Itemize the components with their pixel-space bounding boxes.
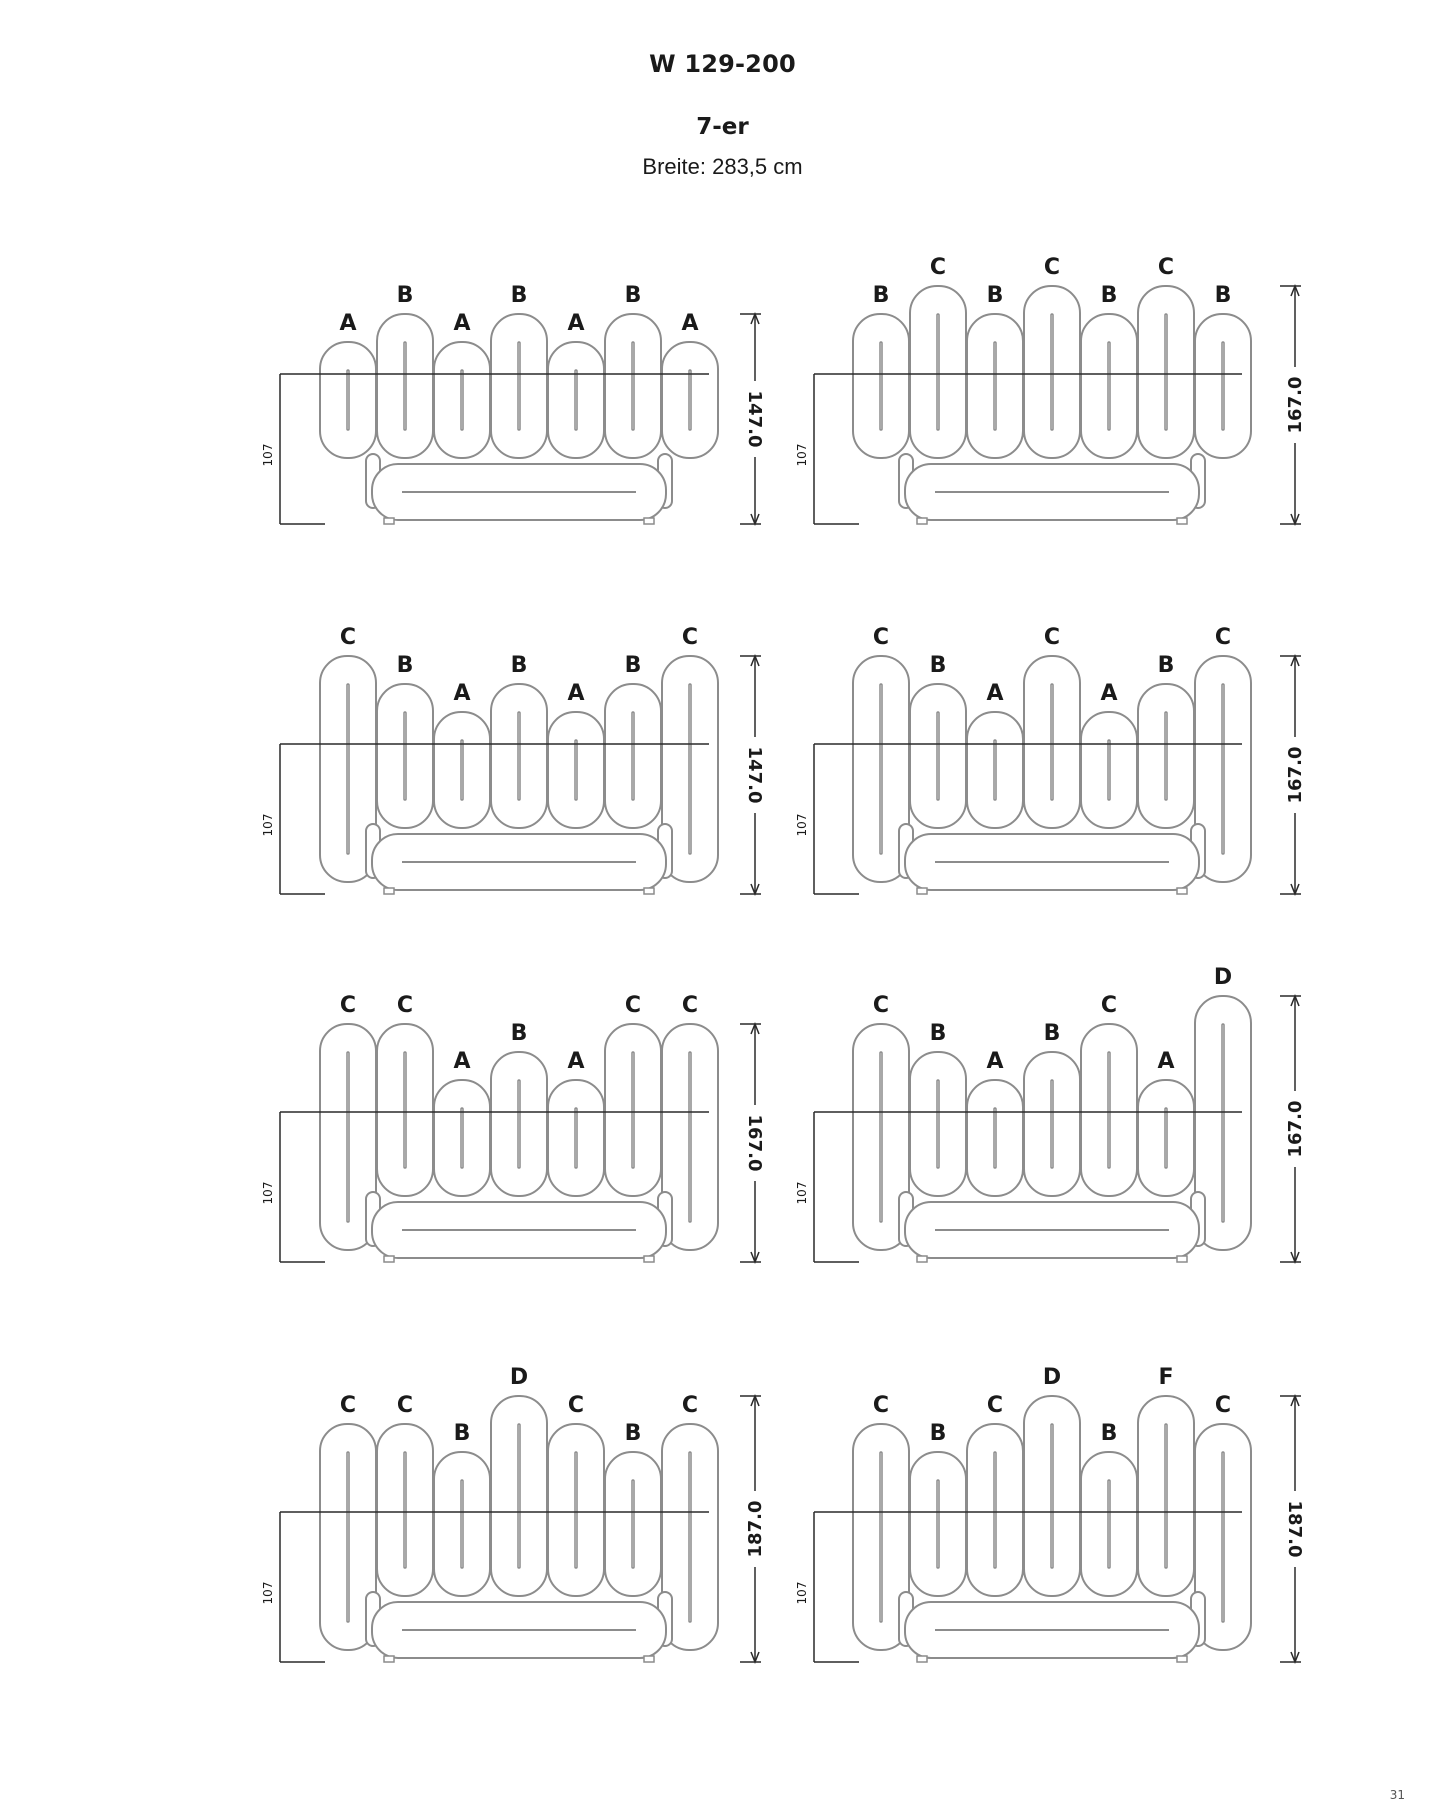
cushion-label: A xyxy=(567,311,585,336)
cushion-label: B xyxy=(624,653,642,678)
cushion-label: C xyxy=(1100,993,1118,1018)
back-cushion-4 xyxy=(491,1052,547,1196)
sofa-foot xyxy=(644,518,654,524)
total-height-label: 167.0 xyxy=(1285,376,1306,434)
cushion-label: C xyxy=(1214,625,1232,650)
back-cushion-3 xyxy=(434,1452,490,1596)
cushion-label: B xyxy=(624,283,642,308)
total-height-label: 147.0 xyxy=(744,746,765,804)
cushion-label: B xyxy=(1157,653,1175,678)
seat-height-label: 107 xyxy=(795,813,809,837)
total-height-label: 167.0 xyxy=(1285,746,1306,804)
back-cushion-5 xyxy=(1081,712,1137,828)
sofa-foot xyxy=(1177,518,1187,524)
cushion-label: C xyxy=(986,1393,1004,1418)
cushion-label: A xyxy=(1100,681,1118,706)
back-cushion-5 xyxy=(1081,1452,1137,1596)
back-cushion-6 xyxy=(1138,1080,1194,1196)
sofa-diagram-5 xyxy=(261,993,765,1262)
back-cushion-4 xyxy=(1024,1052,1080,1196)
back-cushion-2 xyxy=(910,1052,966,1196)
cushion-label: C xyxy=(872,625,890,650)
cushion-label: C xyxy=(339,993,357,1018)
back-cushion-6 xyxy=(1138,684,1194,828)
back-cushion-1 xyxy=(320,342,376,458)
back-cushion-4 xyxy=(1024,286,1080,458)
back-cushion-3 xyxy=(967,1424,1023,1596)
sofa-foot xyxy=(917,518,927,524)
cushion-label: C xyxy=(872,1393,890,1418)
back-cushion-3 xyxy=(434,342,490,458)
cushion-label: A xyxy=(453,311,471,336)
cushion-label: B xyxy=(929,653,947,678)
back-cushion-6 xyxy=(1138,286,1194,458)
cushion-label: B xyxy=(1214,283,1232,308)
back-cushion-6 xyxy=(1138,1396,1194,1596)
cushion-label: C xyxy=(1214,1393,1232,1418)
back-cushion-2 xyxy=(377,1424,433,1596)
cushion-label: C xyxy=(396,993,414,1018)
sofa-foot xyxy=(384,1256,394,1262)
back-cushion-3 xyxy=(434,712,490,828)
seat-height-label: 107 xyxy=(261,1181,275,1205)
back-cushion-2 xyxy=(377,314,433,458)
sofa-diagram-6 xyxy=(795,965,1306,1262)
width-text: Breite: 283,5 cm xyxy=(642,154,803,179)
cushion-label: B xyxy=(1043,1021,1061,1046)
cushion-label: B xyxy=(396,283,414,308)
back-cushion-6 xyxy=(605,1452,661,1596)
seat-height-label: 107 xyxy=(795,1581,809,1605)
sofa-diagram-3 xyxy=(261,625,765,894)
cushion-label: B xyxy=(510,653,528,678)
cushion-label: A xyxy=(986,1049,1004,1074)
cushion-label: B xyxy=(929,1021,947,1046)
back-cushion-7 xyxy=(1195,314,1251,458)
cushion-label: B xyxy=(453,1421,471,1446)
sofa-foot xyxy=(384,1656,394,1662)
sofa-foot xyxy=(1177,888,1187,894)
cushion-label: A xyxy=(453,1049,471,1074)
back-cushion-4 xyxy=(491,314,547,458)
sofa-foot xyxy=(917,1656,927,1662)
sofa-foot xyxy=(644,888,654,894)
back-cushion-5 xyxy=(548,712,604,828)
back-cushion-5 xyxy=(1081,314,1137,458)
sofa-foot xyxy=(1177,1656,1187,1662)
total-height-label: 167.0 xyxy=(744,1114,765,1172)
back-cushion-5 xyxy=(548,342,604,458)
cushion-label: C xyxy=(1043,255,1061,280)
sofa-diagram-4 xyxy=(795,625,1306,894)
sofa-diagram-1 xyxy=(261,283,765,524)
cushion-label: A xyxy=(339,311,357,336)
seat-height-label: 107 xyxy=(795,1181,809,1205)
total-height-label: 167.0 xyxy=(1285,1100,1306,1158)
sofa-foot xyxy=(917,1256,927,1262)
cushion-label: C xyxy=(681,1393,699,1418)
total-height-label: 147.0 xyxy=(744,390,765,448)
cushion-label: C xyxy=(339,625,357,650)
cushion-label: C xyxy=(872,993,890,1018)
sofa-foot xyxy=(644,1656,654,1662)
cushion-label: B xyxy=(872,283,890,308)
total-height-label: 187.0 xyxy=(745,1500,766,1558)
back-cushion-2 xyxy=(377,684,433,828)
cushion-label: C xyxy=(681,625,699,650)
back-cushion-6 xyxy=(605,1024,661,1196)
back-cushion-2 xyxy=(910,286,966,458)
cushion-label: D xyxy=(509,1365,529,1390)
sofa-foot xyxy=(1177,1256,1187,1262)
cushion-label: C xyxy=(681,993,699,1018)
cushion-label: C xyxy=(929,255,947,280)
back-cushion-5 xyxy=(548,1424,604,1596)
cushion-label: B xyxy=(624,1421,642,1446)
cushion-label: C xyxy=(396,1393,414,1418)
cushion-label: D xyxy=(1042,1365,1062,1390)
back-cushion-7 xyxy=(662,342,718,458)
cushion-label: B xyxy=(510,283,528,308)
back-cushion-4 xyxy=(491,1396,547,1596)
cushion-label: A xyxy=(1157,1049,1175,1074)
cushion-label: A xyxy=(986,681,1004,706)
back-cushion-5 xyxy=(1081,1024,1137,1196)
cushion-label: B xyxy=(929,1421,947,1446)
cushion-label: F xyxy=(1158,1365,1174,1390)
back-cushion-5 xyxy=(548,1080,604,1196)
cushion-label: C xyxy=(624,993,642,1018)
cushion-label: A xyxy=(681,311,699,336)
seat-height-label: 107 xyxy=(261,813,275,837)
back-cushion-4 xyxy=(1024,1396,1080,1596)
sofa-foot xyxy=(644,1256,654,1262)
back-cushion-3 xyxy=(967,314,1023,458)
cushion-label: B xyxy=(986,283,1004,308)
cushion-label: C xyxy=(567,1393,585,1418)
sofa-foot xyxy=(384,888,394,894)
cushion-label: B xyxy=(510,1021,528,1046)
config-title: 7-er xyxy=(696,114,749,140)
sofa-diagram-8 xyxy=(795,1365,1305,1662)
cushion-label: C xyxy=(339,1393,357,1418)
cushion-label: A xyxy=(453,681,471,706)
sofa-diagram-2 xyxy=(795,255,1306,524)
back-cushion-2 xyxy=(377,1024,433,1196)
back-cushion-3 xyxy=(434,1080,490,1196)
seat-height-label: 107 xyxy=(261,1581,275,1605)
back-cushion-2 xyxy=(910,684,966,828)
back-cushion-1 xyxy=(853,314,909,458)
cushion-label: B xyxy=(1100,1421,1118,1446)
back-cushion-3 xyxy=(967,712,1023,828)
page-number: 31 xyxy=(1389,1788,1405,1802)
cushion-label: C xyxy=(1043,625,1061,650)
model-title: W 129-200 xyxy=(649,50,796,78)
sofa-foot xyxy=(917,888,927,894)
back-cushion-4 xyxy=(1024,656,1080,828)
cushion-label: D xyxy=(1213,965,1233,990)
back-cushion-4 xyxy=(491,684,547,828)
back-cushion-2 xyxy=(910,1452,966,1596)
total-height-label: 187.0 xyxy=(1284,1500,1305,1558)
back-cushion-3 xyxy=(967,1080,1023,1196)
sofa-diagram-7 xyxy=(261,1365,766,1662)
cushion-label: B xyxy=(1100,283,1118,308)
seat-height-label: 107 xyxy=(261,443,275,467)
seat-height-label: 107 xyxy=(795,443,809,467)
back-cushion-6 xyxy=(605,314,661,458)
back-cushion-6 xyxy=(605,684,661,828)
cushion-label: C xyxy=(1157,255,1175,280)
cushion-label: A xyxy=(567,1049,585,1074)
cushion-label: B xyxy=(396,653,414,678)
sofa-foot xyxy=(384,518,394,524)
cushion-label: A xyxy=(567,681,585,706)
